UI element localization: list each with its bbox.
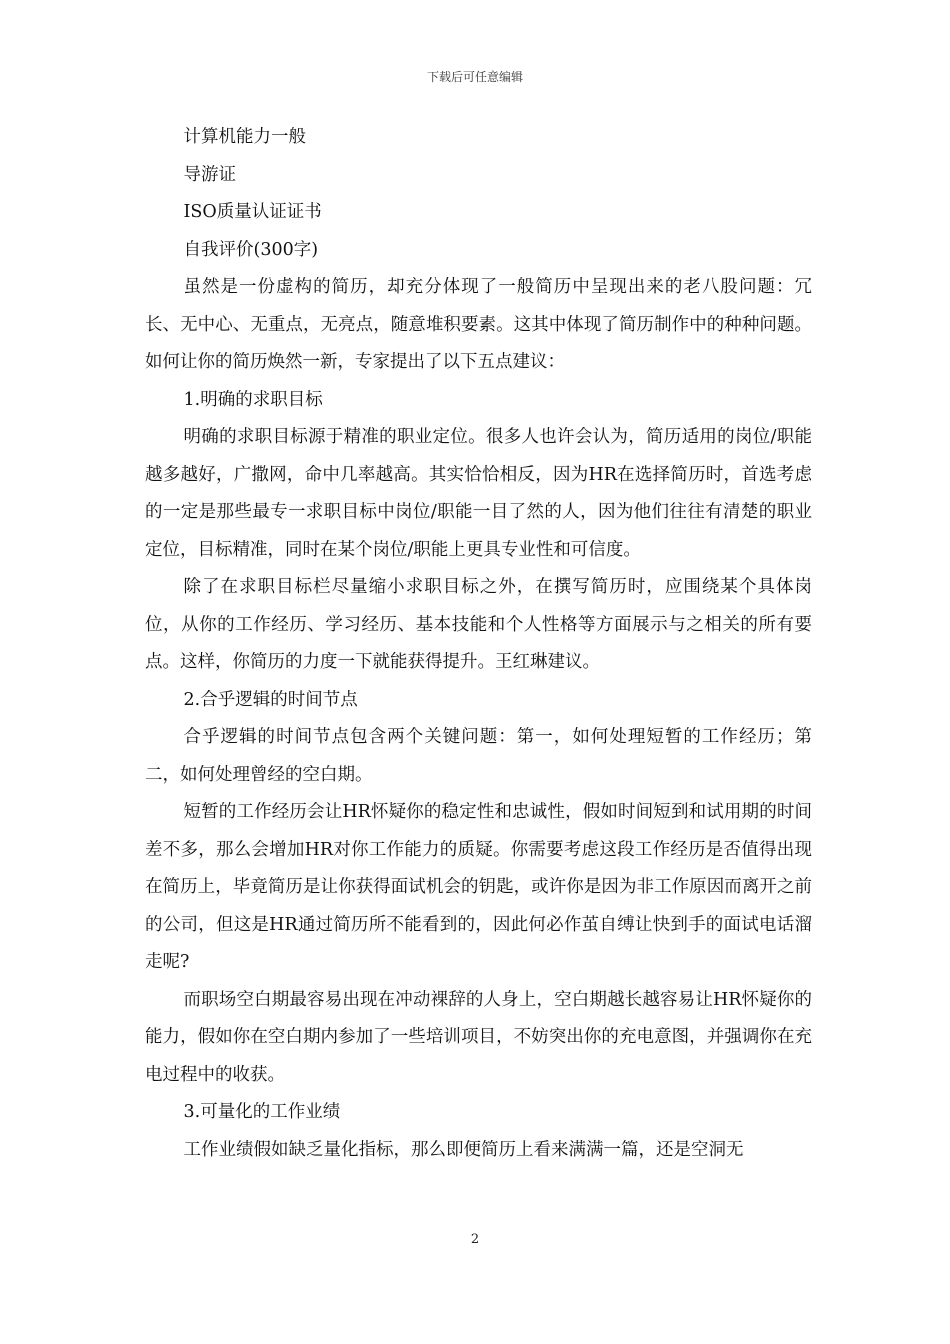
section-heading: 3.可量化的工作业绩	[183, 1102, 341, 1122]
paragraph: 自我评价(300字)	[183, 239, 319, 260]
paragraph: 计算机能力一般	[183, 127, 306, 147]
paragraph: 短暂的工作经历会让HR怀疑你的稳定性和忠诚性，假如时间短到和试用期的时间差不多，那么会增加HR对你工作能力的质疑。你需要考虑这段工作经历是否值得出现在简历上，毕竟简历是让你获得面试机会的钥匙，或许你是因为非工作原因而离开之前的公司，但这是HR通过简历所不能看到的，因此何必作茧自缚让快到手的面试电话溜走呢?	[145, 802, 812, 972]
section-heading: 1.明确的求职目标	[183, 389, 323, 410]
section-heading: 2.合乎逻辑的时间节点	[183, 689, 358, 710]
page-header: 下载后可任意编辑	[426, 70, 523, 84]
paragraph: 明确的求职目标源于精准的职业定位。很多人也许会认为，简历适用的岗位/职能越多越好，广撒网，命中几率越高。其实恰恰相反，因为HR在选择简历时，首选考虑的一定是那些最专一求职目标中岗位/职能一目了然的人，因为他们往往有清楚的职业定位，目标精准，同时在某个岗位/职能上更具专业性和可信度。	[145, 427, 812, 560]
paragraph: 除了在求职目标栏尽量缩小求职目标之外，在撰写简历时，应围绕某个具体岗位，从你的工作经历、学习经历、基本技能和个人性格等方面展示与之相关的所有要点。这样，你简历的力度一下就能获得提升。王红琳建议。	[145, 577, 812, 672]
paragraph: 虽然是一份虚构的简历，却充分体现了一般简历中呈现出来的老八股问题：冗长、无中心、无重点，无亮点，随意堆积要素。这其中体现了简历制作中的种种问题。如何让你的简历焕然一新，专家提出了以下五点建议：	[145, 277, 812, 372]
paragraph: 导游证	[183, 164, 236, 185]
paragraph: 而职场空白期最容易出现在冲动裸辞的人身上，空白期越长越容易让HR怀疑你的能力，假如你在空白期内参加了一些培训项目，不妨突出你的充电意图，并强调你在充电过程中的收获。	[145, 989, 812, 1085]
paragraph: ISO质量认证证书	[183, 202, 322, 222]
page-number: 2	[470, 1232, 480, 1247]
paragraph: 工作业绩假如缺乏量化指标，那么即便简历上看来满满一篇，还是空洞无	[183, 1139, 744, 1160]
paragraph: 合乎逻辑的时间节点包含两个关键问题：第一，如何处理短暂的工作经历；第二，如何处理曾经的空白期。	[145, 727, 812, 785]
document-body	[145, 119, 812, 1169]
